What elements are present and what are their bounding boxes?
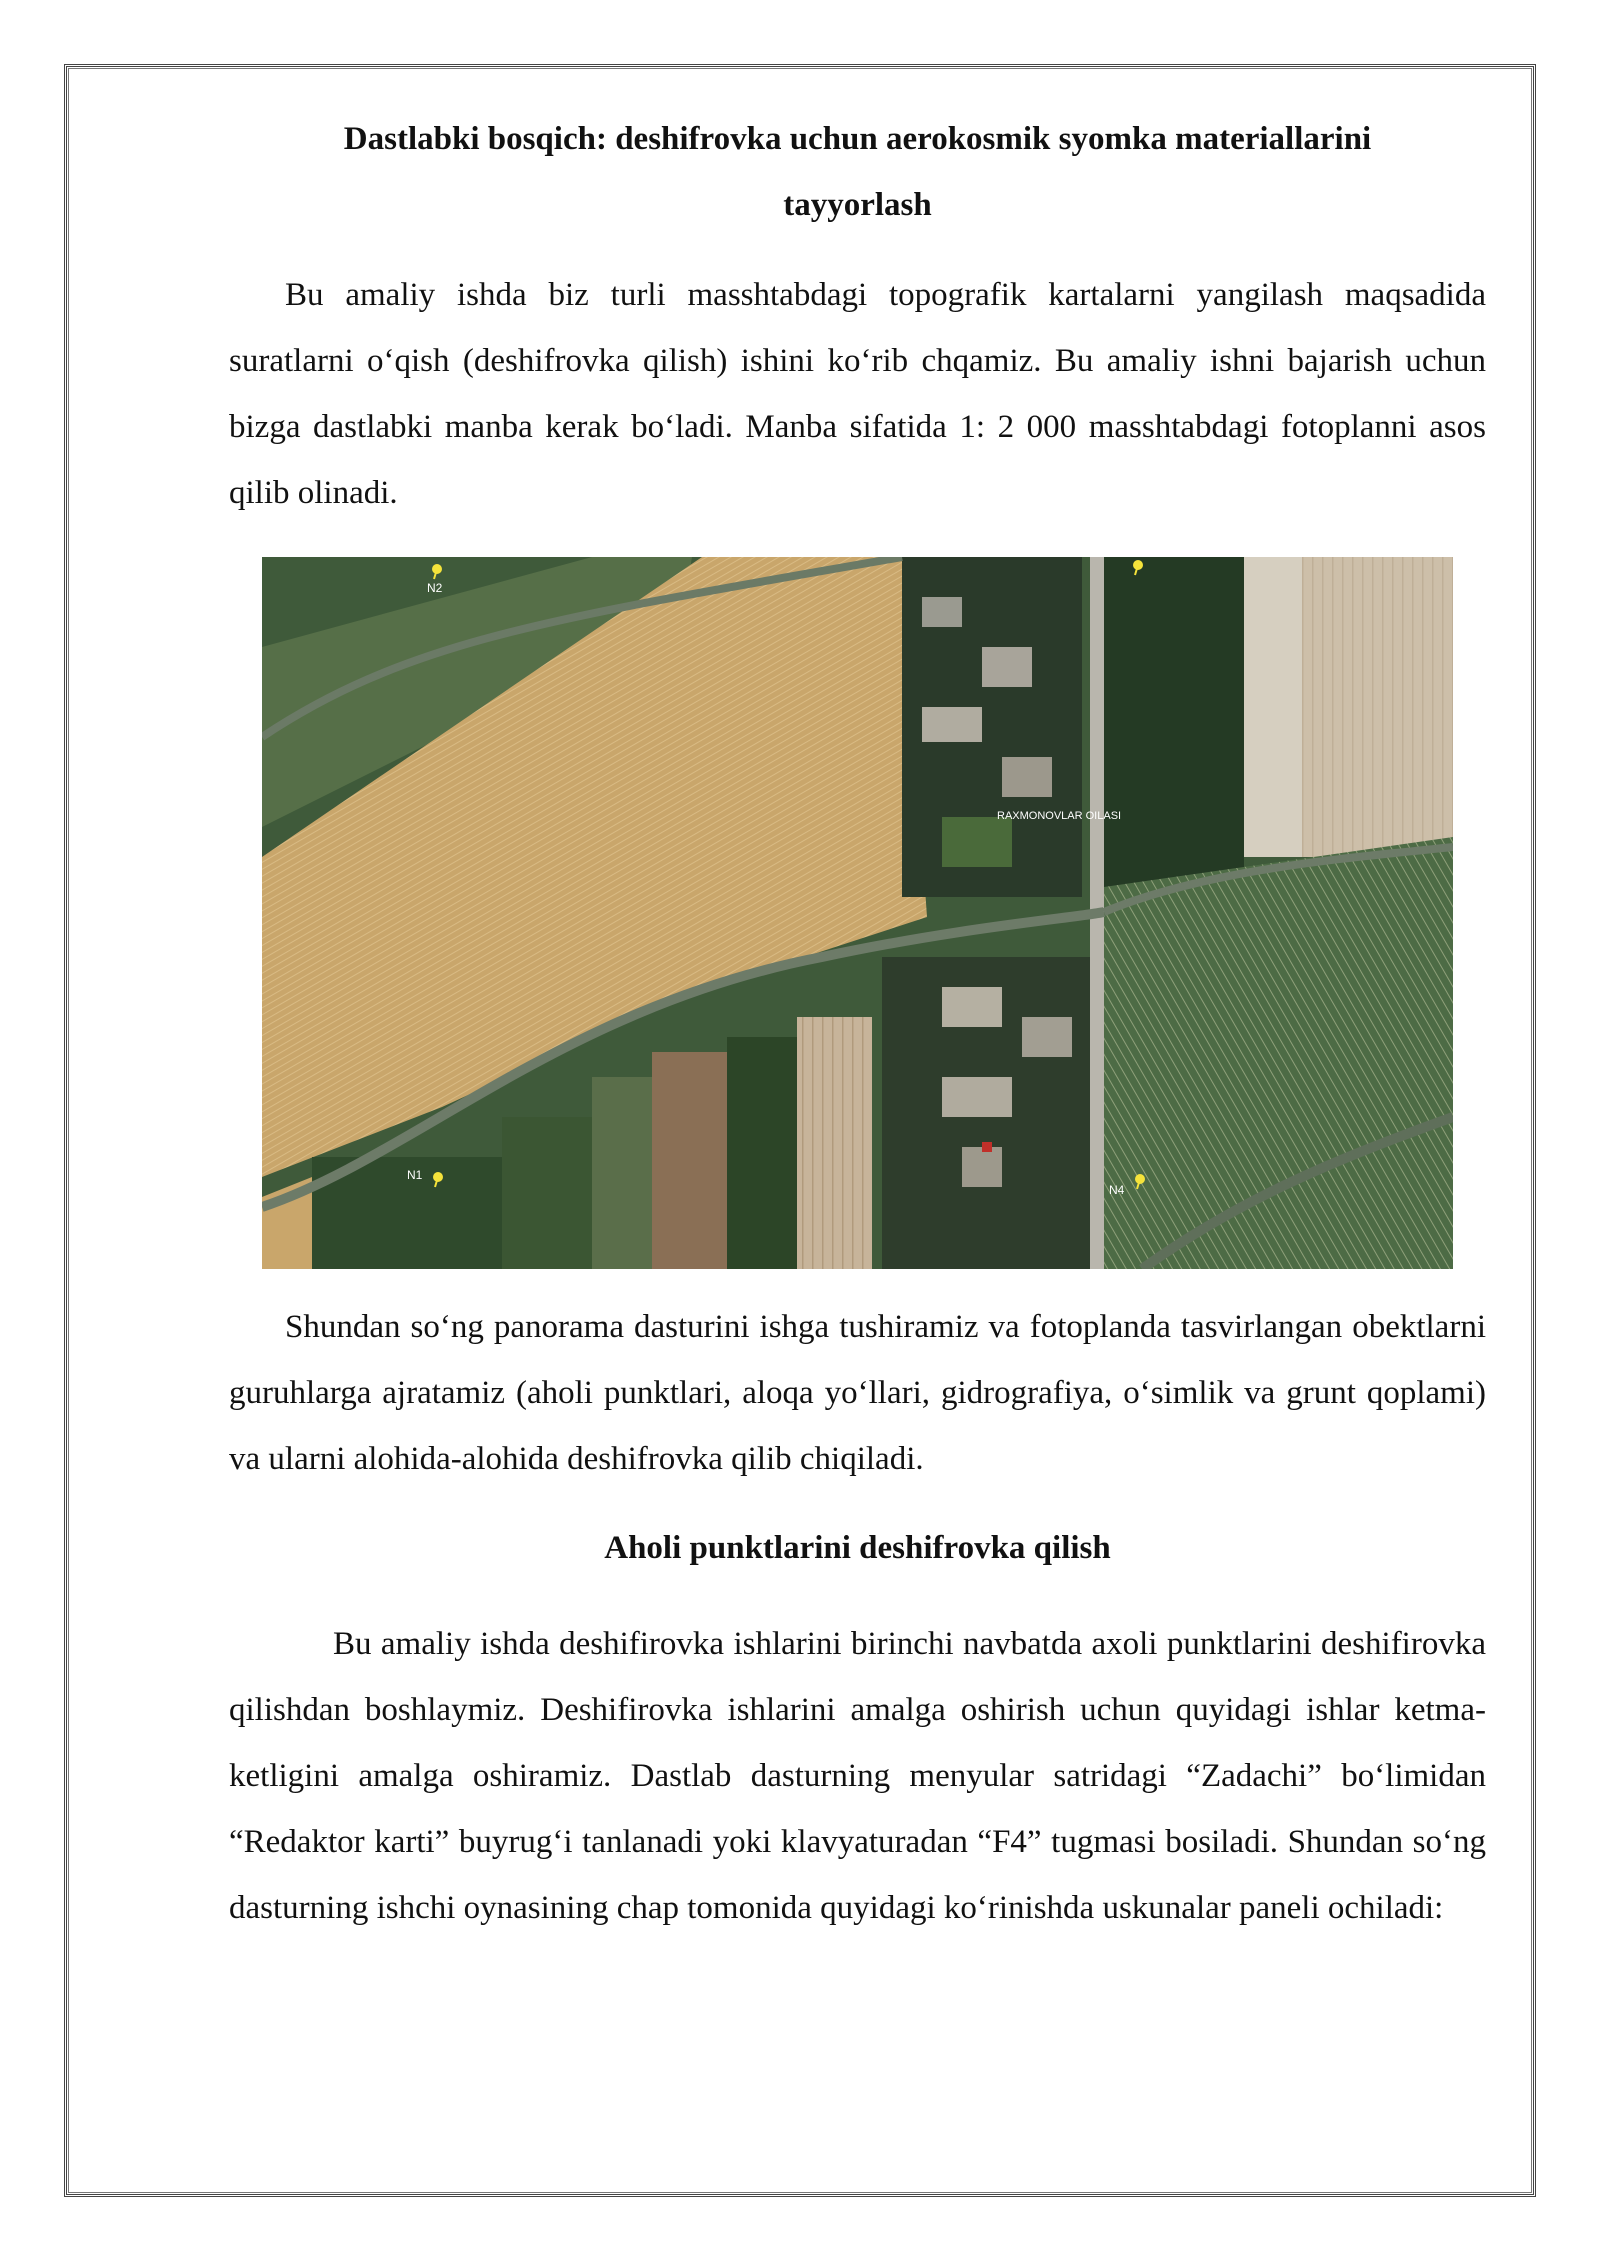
page-title-line-2: tayyorlash bbox=[783, 187, 932, 223]
place-label: RAXMONOVLAR OILASI bbox=[997, 810, 1122, 822]
marker-n2-label: N2 bbox=[427, 581, 443, 595]
after-photo-paragraph: Shundan so‘ng panorama dasturini ishga tushiramiz va fotoplanda tasvirlangan obektlarni guruhlarga ajratamiz (aholi punktlari, aloqa yo‘llari, gidrografiya, o‘simlik va grunt qoplami) va ularni alohida-alohida deshifrovka qilib chiqiladi. bbox=[229, 1309, 1486, 1477]
marker-n1-label: N1 bbox=[407, 1168, 423, 1182]
section-paragraph: Bu amaliy ishda deshifirovka ishlarini birinchi navbatda axoli punktlarini deshifirovka qilishdan boshlaymiz. Deshifirovka ishlarini amalga oshirish uchun quyidagi ishlar ketma-ketligini amalga oshiramiz. Dastlab dasturning menyular satridagi “Zadachi” bo‘limidan “Redaktor karti” buyrug‘i tanlanadi yoki klavyaturadan “F4” tugmasi bosiladi. Shundan so‘ng dasturning ishchi oynasining chap tomonida quyidagi ko‘rinishda uskunalar paneli ochiladi: bbox=[229, 1626, 1486, 1926]
page-title-line-1: Dastlabki bosqich: deshifrovka uchun aerokosmik syomka materiallarini bbox=[343, 121, 1372, 157]
intro-paragraph: Bu amaliy ishda biz turli masshtabdagi topografik kartalarni yangilash maqsadida suratlarni o‘qish (deshifrovka qilish) ishini ko‘rib chqamiz. Bu amaliy ishni bajarish uchun bizga dastlabki manba kerak bo‘ladi. Manba sifatida 1: 2 000 masshtabdagi fotoplanni asos qilib olinadi. bbox=[229, 277, 1486, 511]
orchard bbox=[1104, 837, 1453, 1269]
aerial-photo bbox=[262, 557, 1453, 1269]
section-heading: Aholi punktlarini deshifrovka qilish bbox=[604, 1530, 1111, 1566]
marker-n4-label: N4 bbox=[1109, 1183, 1125, 1197]
